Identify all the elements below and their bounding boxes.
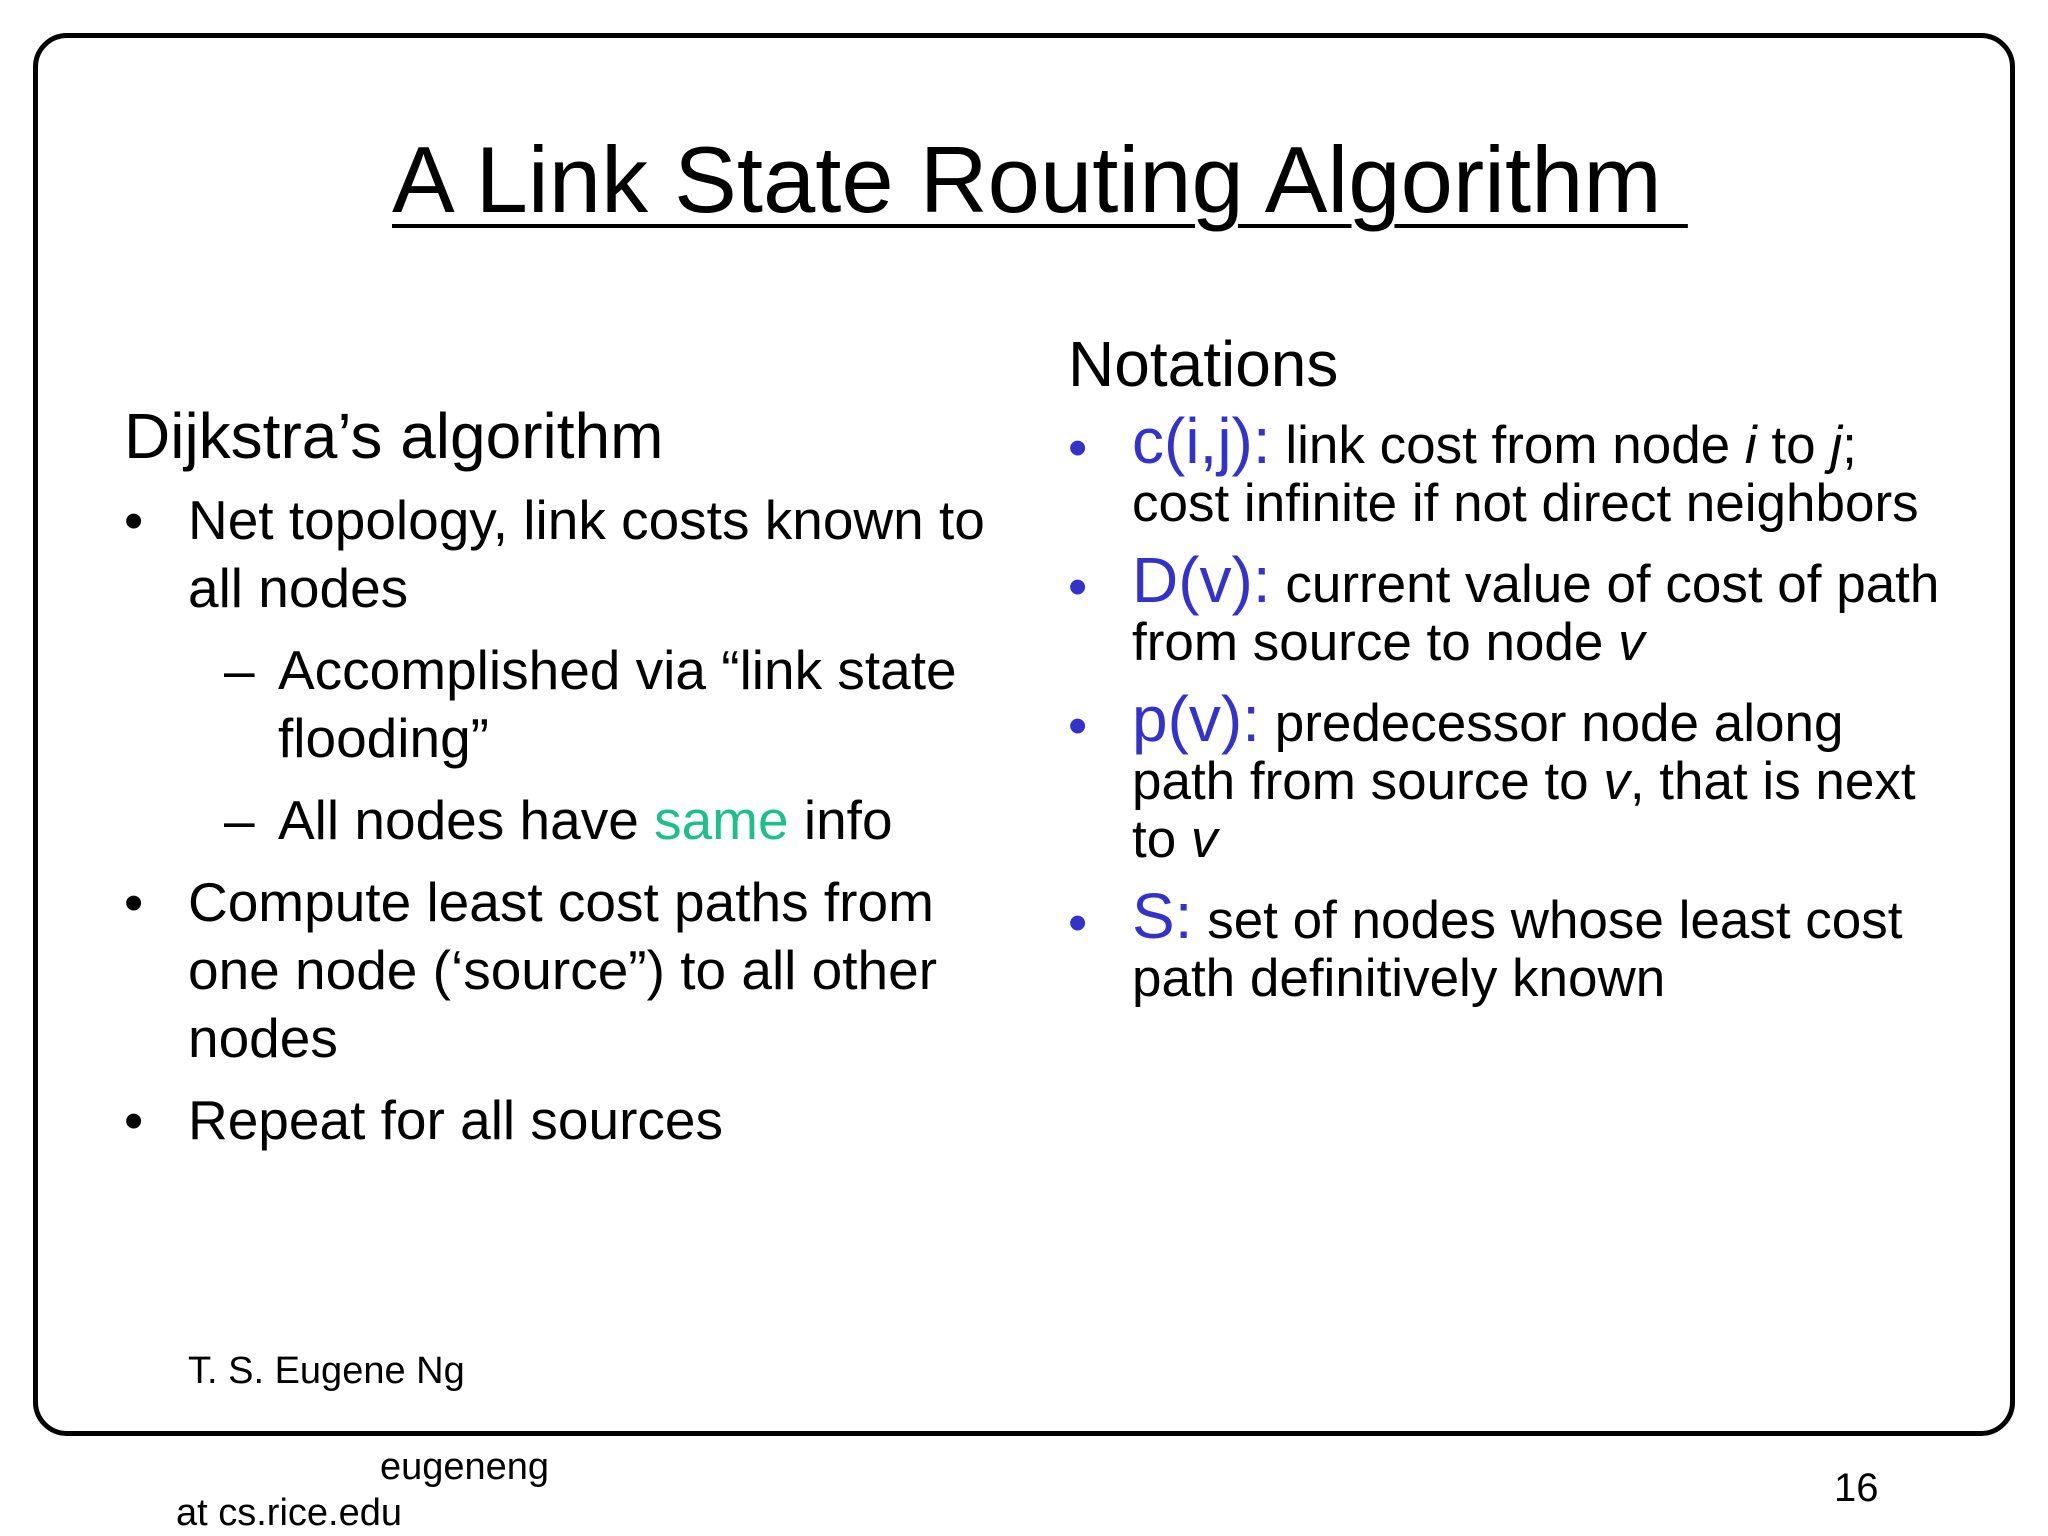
bullet-icon: • [1068,694,1088,756]
dash-icon: – [224,639,255,701]
sub-bullet-item [124,786,1004,854]
notation-var: i [1744,416,1757,475]
bullet-icon: • [1068,891,1088,953]
email-line-2: at cs.rice.edu [176,1492,402,1534]
bullet-item [124,1086,1004,1154]
notation-list [1068,405,1948,1026]
bullet-icon: • [1068,416,1088,478]
page-number: 16 [1834,1466,1879,1510]
bullet-text: Compute least cost paths from one node (‘source”) to all other nodes [188,871,938,1069]
highlight-same: same [654,789,789,851]
notation-item [1068,880,1948,1008]
sub-bullet-text-post: info [788,789,893,851]
sub-bullet-item [124,636,1004,772]
bullet-icon: • [124,871,144,933]
notation-item [1068,405,1948,533]
bullet-icon: • [124,489,144,551]
notation-item [1068,683,1948,869]
bullet-text: Repeat for all sources [188,1089,723,1151]
notation-text: set of nodes whose least cost path definitively known [1132,891,1903,1008]
bullet-icon: • [124,1089,144,1151]
notation-var: v [1190,810,1218,869]
right-heading: Notations [1068,328,1339,400]
notation-text: to [1756,416,1831,475]
notation-term: p(v): [1132,683,1260,755]
notation-text: ; cost infinite if not direct neighbors [1132,416,1919,533]
notation-text: link cost from node [1270,416,1745,475]
bullet-text: Net topology, link costs known to all nodes [188,489,985,619]
notation-var: v [1618,613,1645,672]
notation-var: j [1830,416,1843,475]
notation-term: c(i,j): [1132,405,1271,477]
left-heading: Dijkstra’s algorithm [124,400,664,472]
slide-title: A Link State Routing Algorithm [392,127,1688,232]
left-bullet-list [124,486,1004,1168]
bullet-icon: • [1068,555,1088,617]
email-line-1: eugeneng [380,1446,550,1488]
notation-text: current value of cost of path from source to node [1132,555,1940,672]
dash-icon: – [224,789,255,851]
notation-term: S: [1132,880,1193,952]
sub-bullet-text-pre: All nodes have [278,789,655,851]
notation-text: , that is next to [1132,752,1916,869]
notation-term: D(v): [1132,544,1271,616]
notation-item [1068,544,1948,672]
author-name: T. S. Eugene Ng [188,1350,465,1392]
notation-var: v [1603,752,1630,811]
bullet-item [124,868,1004,1072]
bullet-item [124,486,1004,622]
notation-text: predecessor node along path from source to [1132,694,1844,811]
sub-bullet-text: Accomplished via “link state flooding” [278,639,957,769]
